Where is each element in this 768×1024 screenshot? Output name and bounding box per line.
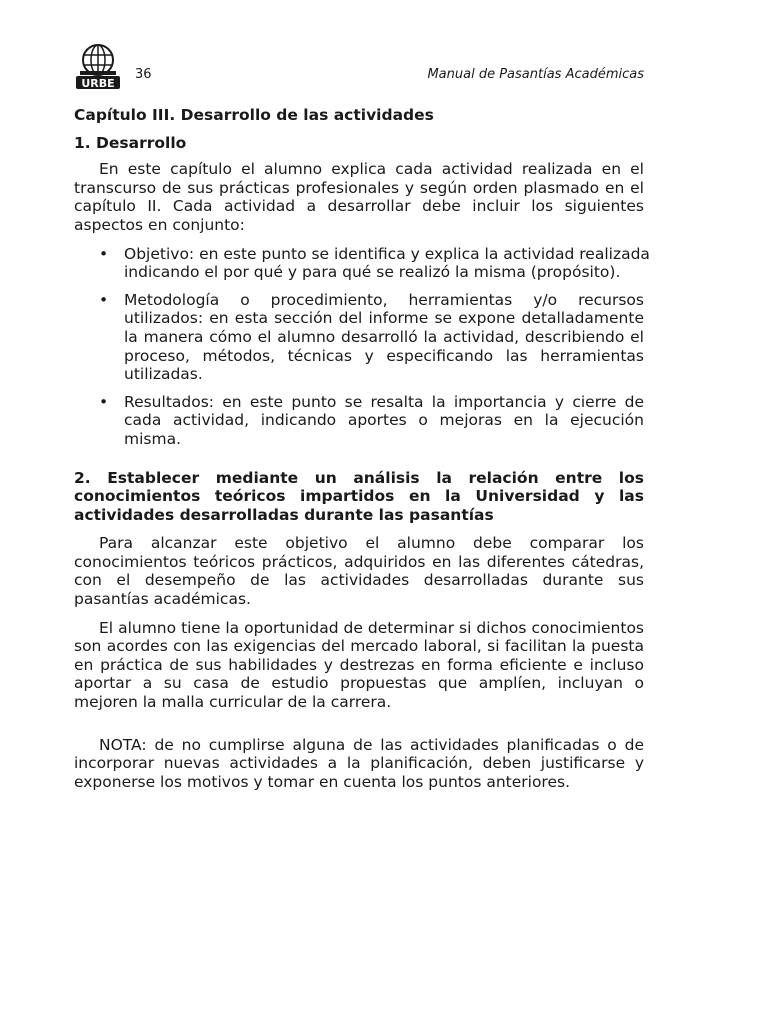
section-2-paragraph: El alumno tiene la oportunidad de determinar si dichos conocimientos son acordes con las exigencias del mercado laboral, si facilitan la puesta en práctica de sus habilidades y destrezas en forma eficiente e incluso aportar a su casa de estudio propuestas que amplíen, incluyan o mejoren la malla curricular de la carrera. bbox=[74, 618, 644, 712]
list-item-text: Objetivo: en este punto se identifica y explica la actividad realizada bbox=[124, 244, 650, 263]
page-header bbox=[74, 43, 644, 93]
bullet-icon: • bbox=[99, 244, 109, 263]
svg-text:URBE: URBE bbox=[81, 77, 115, 90]
university-logo-icon bbox=[74, 43, 122, 91]
running-title: Manual de Pasantías Académicas bbox=[427, 67, 644, 82]
list-item-text: Metodología o procedimiento, herramientas y/o recursos utilizados: en esta sección del informe se expone detalladamente la manera cómo el alumno desarrolló la actividad, describiendo el proceso, métodos, técnicas y especificando las herramientas utilizadas. bbox=[124, 290, 644, 384]
section-1-heading bbox=[74, 134, 644, 153]
list-item bbox=[74, 245, 704, 282]
chapter-title: Capítulo III. Desarrollo de las actividades bbox=[74, 106, 434, 124]
bullet-icon: • bbox=[99, 290, 109, 309]
list-item bbox=[74, 291, 644, 384]
aspects-list bbox=[74, 244, 650, 449]
bullet-icon: • bbox=[99, 392, 109, 411]
section-2-heading: 2. Establecer mediante un análisis la relación entre los conocimientos teóricos impartidos en la Universidad y las actividades desarrolladas durante las pasantías bbox=[74, 468, 644, 524]
list-item bbox=[74, 393, 644, 449]
section-2-paragraph: Para alcanzar este objetivo el alumno debe comparar los conocimientos teóricos prácticos, adquiridos en las diferentes cátedras, con el desempeño de las actividades desarrolladas durante sus pasantías académicas. bbox=[74, 534, 644, 609]
page-content bbox=[74, 106, 650, 791]
note-paragraph: NOTA: de no cumplirse alguna de las actividades planificadas o de incorporar nuevas actividades a la planificación, deben justificarse y exponerse los motivos y tomar en cuenta los puntos anteriores. bbox=[74, 735, 644, 791]
section-1-number: 1. bbox=[74, 133, 91, 152]
section-1-intro: En este capítulo el alumno explica cada actividad realizada en el transcurso de sus prácticas profesionales y según orden plasmado en el capítulo II. Cada actividad a desarrollar debe incluir los siguientes aspectos en conjunto: bbox=[74, 160, 644, 234]
section-1-title: Desarrollo bbox=[96, 133, 187, 152]
list-item-text: Resultados: en este punto se resalta la importancia y cierre de cada actividad, indicando aportes o mejoras en la ejecución misma. bbox=[124, 392, 644, 448]
list-item-continuation: indicando el por qué y para qué se realizó la misma (propósito). bbox=[124, 263, 621, 282]
page-number: 36 bbox=[135, 67, 152, 82]
